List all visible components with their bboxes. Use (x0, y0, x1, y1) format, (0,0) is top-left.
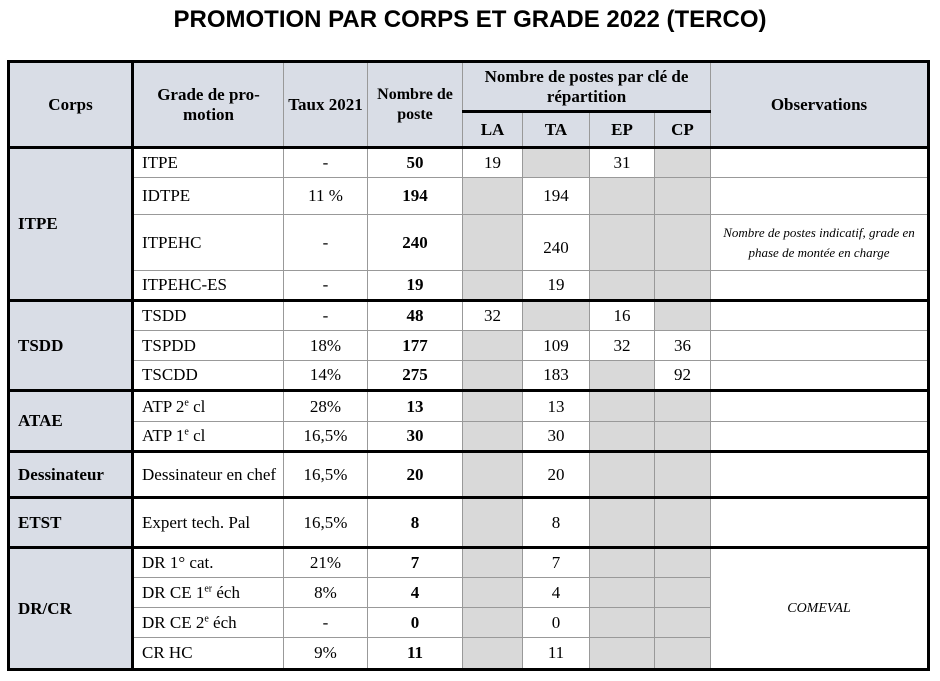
la-cell-empty (463, 361, 523, 391)
nombre-cell: 13 (368, 391, 463, 422)
obs-note: Nombre de postes indicatif, grade en phase de montée en charge (711, 215, 929, 271)
taux-cell: 14% (284, 361, 368, 391)
cp-cell-empty (655, 215, 711, 271)
la-cell-empty (463, 331, 523, 361)
taux-cell: 28% (284, 391, 368, 422)
cp-cell-empty (655, 271, 711, 301)
grade-cell: Dessinateur en chef (133, 452, 284, 498)
corps-tsdd: TSDD (9, 301, 133, 391)
nombre-cell: 240 (368, 215, 463, 271)
ta-cell: 109 (523, 331, 590, 361)
grade-cell: TSCDD (133, 361, 284, 391)
header-ep: EP (590, 112, 655, 148)
la-cell-empty (463, 178, 523, 215)
obs-cell (711, 361, 929, 391)
obs-cell (711, 391, 929, 422)
nombre-cell: 275 (368, 361, 463, 391)
ep-cell-empty (590, 548, 655, 578)
header-row (9, 62, 929, 112)
table-row (9, 271, 929, 301)
cp-cell-empty (655, 548, 711, 578)
taux-cell: 11 % (284, 178, 368, 215)
ep-cell-empty (590, 452, 655, 498)
ta-cell: 183 (523, 361, 590, 391)
grade-cell (133, 391, 284, 422)
grade-text: ATP 2 (142, 396, 185, 416)
ep-cell: 32 (590, 331, 655, 361)
header-ta: TA (523, 112, 590, 148)
cp-cell-empty (655, 498, 711, 548)
nombre-cell: 20 (368, 452, 463, 498)
la-cell-empty (463, 578, 523, 608)
obs-cell (711, 331, 929, 361)
ep-cell-empty (590, 271, 655, 301)
ta-cell: 20 (523, 452, 590, 498)
la-cell: 32 (463, 301, 523, 331)
grade-cell (133, 422, 284, 452)
taux-cell: - (284, 215, 368, 271)
table-row (9, 215, 929, 271)
nombre-cell: 30 (368, 422, 463, 452)
table-row (9, 148, 929, 178)
table-row (9, 391, 929, 422)
grade-cell: ITPEHC-ES (133, 271, 284, 301)
ep-cell-empty (590, 391, 655, 422)
table-row (9, 548, 929, 578)
ep-cell-empty (590, 498, 655, 548)
ta-cell: 240 (523, 215, 590, 271)
obs-cell (711, 301, 929, 331)
nombre-cell: 50 (368, 148, 463, 178)
grade-cell: Expert tech. Pal (133, 498, 284, 548)
table-row (9, 452, 929, 498)
grade-cell (133, 638, 284, 670)
ta-cell: 0 (523, 608, 590, 638)
grade-cell: TSDD (133, 301, 284, 331)
taux-cell: 9% (284, 638, 368, 670)
cp-cell-empty (655, 638, 711, 670)
taux-cell: 16,5% (284, 498, 368, 548)
grade-sup: e (184, 396, 189, 408)
nombre-cell: 11 (368, 638, 463, 670)
cp-cell-empty (655, 178, 711, 215)
nombre-cell: 48 (368, 301, 463, 331)
table-row (9, 422, 929, 452)
table-row (9, 301, 929, 331)
ta-cell: 19 (523, 271, 590, 301)
ta-cell: 8 (523, 498, 590, 548)
obs-cell (711, 498, 929, 548)
nombre-cell: 19 (368, 271, 463, 301)
la-cell-empty (463, 215, 523, 271)
la-cell-empty (463, 452, 523, 498)
la-cell-empty (463, 271, 523, 301)
grade-sup: e (204, 612, 209, 624)
grade-suffix: cl (188, 396, 206, 416)
header-taux: Taux 2021 (284, 62, 368, 148)
table-row (9, 331, 929, 361)
corps-drcr: DR/CR (9, 548, 133, 670)
taux-cell: - (284, 608, 368, 638)
ep-cell-empty (590, 178, 655, 215)
grade-text: ATP 1 (142, 426, 185, 445)
grade-suffix: cl (188, 426, 206, 445)
corps-itpe: ITPE (9, 148, 133, 301)
la-cell-empty (463, 422, 523, 452)
ta-cell-empty (523, 301, 590, 331)
taux-cell: - (284, 301, 368, 331)
ta-cell: 30 (523, 422, 590, 452)
nombre-cell: 194 (368, 178, 463, 215)
ep-cell-empty (590, 638, 655, 670)
taux-cell: - (284, 271, 368, 301)
cp-cell-empty (655, 422, 711, 452)
ep-cell-empty (590, 578, 655, 608)
grade-text: CR HC (142, 643, 193, 662)
grade-cell (133, 608, 284, 638)
taux-cell: - (284, 148, 368, 178)
nombre-cell: 7 (368, 548, 463, 578)
page-title: PROMOTION PAR CORPS ET GRADE 2022 (TERCO) (173, 6, 767, 33)
ta-cell: 7 (523, 548, 590, 578)
obs-comeval: COMEVAL (711, 548, 929, 670)
grade-text: DR CE 1 (142, 582, 205, 602)
obs-cell (711, 422, 929, 452)
nombre-cell: 0 (368, 608, 463, 638)
cp-cell-empty (655, 301, 711, 331)
promotion-table (7, 60, 930, 671)
cp-cell: 92 (655, 361, 711, 391)
obs-cell (711, 271, 929, 301)
grade-cell: IDTPE (133, 178, 284, 215)
taux-cell: 16,5% (284, 422, 368, 452)
grade-cell: ITPE (133, 148, 284, 178)
ep-cell-empty (590, 215, 655, 271)
taux-cell: 21% (284, 548, 368, 578)
ep-cell-empty (590, 361, 655, 391)
header-cp: CP (655, 112, 711, 148)
la-cell-empty (463, 498, 523, 548)
corps-etst: ETST (9, 498, 133, 548)
header-grade: Grade de pro-motion (133, 62, 284, 148)
nombre-cell: 8 (368, 498, 463, 548)
ta-cell: 4 (523, 578, 590, 608)
ta-cell-empty (523, 148, 590, 178)
la-cell-empty (463, 548, 523, 578)
cp-cell-empty (655, 608, 711, 638)
cp-cell: 36 (655, 331, 711, 361)
cp-cell-empty (655, 578, 711, 608)
grade-cell: TSPDD (133, 331, 284, 361)
ta-cell: 11 (523, 638, 590, 670)
obs-cell (711, 178, 929, 215)
obs-cell (711, 452, 929, 498)
cp-cell-empty (655, 148, 711, 178)
header-corps: Corps (9, 62, 133, 148)
corps-dessinateur: Dessinateur (9, 452, 133, 498)
taux-cell: 18% (284, 331, 368, 361)
grade-suffix: éch (212, 582, 240, 602)
grade-cell (133, 578, 284, 608)
grade-text: DR CE 2 (142, 612, 205, 632)
grade-suffix: éch (208, 612, 237, 632)
ep-cell: 31 (590, 148, 655, 178)
nombre-cell: 4 (368, 578, 463, 608)
header-observations: Observations (711, 62, 929, 148)
la-cell-empty (463, 638, 523, 670)
header-repartition: Nombre de postes par clé de répartition (463, 62, 711, 112)
header-la: LA (463, 112, 523, 148)
nombre-cell: 177 (368, 331, 463, 361)
corps-atae: ATAE (9, 391, 133, 452)
taux-cell: 16,5% (284, 452, 368, 498)
cp-cell-empty (655, 391, 711, 422)
la-cell-empty (463, 608, 523, 638)
grade-sup: er (204, 582, 213, 594)
ep-cell: 16 (590, 301, 655, 331)
ep-cell-empty (590, 608, 655, 638)
table-row (9, 361, 929, 391)
header-nombre: Nombre de poste (368, 62, 463, 148)
obs-cell (711, 148, 929, 178)
la-cell-empty (463, 391, 523, 422)
ta-cell: 13 (523, 391, 590, 422)
ep-cell-empty (590, 422, 655, 452)
cp-cell-empty (655, 452, 711, 498)
table-row (9, 178, 929, 215)
grade-cell (133, 548, 284, 578)
la-cell: 19 (463, 148, 523, 178)
taux-cell: 8% (284, 578, 368, 608)
grade-text: DR 1° cat. (142, 553, 214, 572)
ta-cell: 194 (523, 178, 590, 215)
table-row (9, 498, 929, 548)
grade-sup: e (184, 426, 189, 438)
grade-cell: ITPEHC (133, 215, 284, 271)
